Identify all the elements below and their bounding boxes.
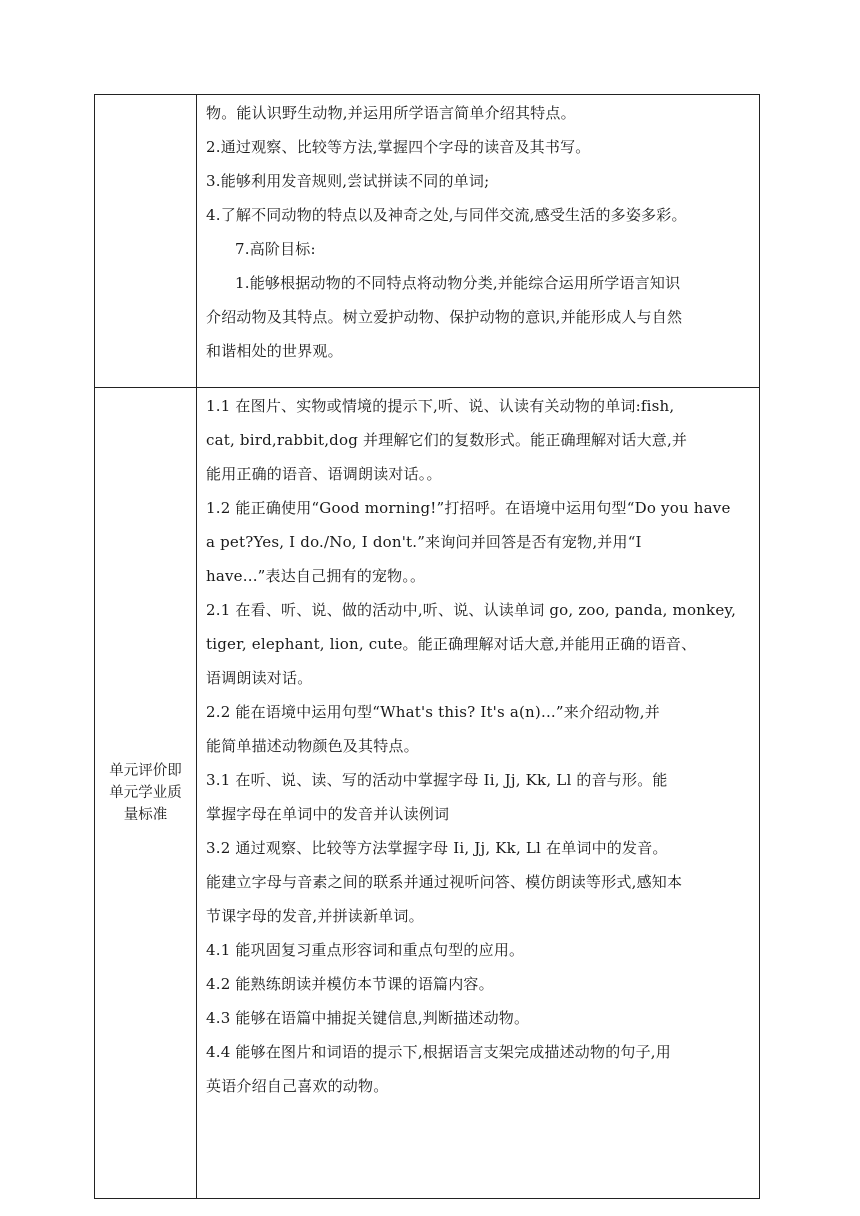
text-line: 节课字母的发音,并拼读新单词。 bbox=[206, 907, 424, 925]
table-row-evaluation bbox=[95, 388, 760, 1199]
text-line: 4.1 能巩固复习重点形容词和重点句型的应用。 bbox=[206, 941, 525, 959]
text-line: 3.能够利用发音规则,尝试拼读不同的单词; bbox=[206, 172, 490, 190]
text-line: 物。能认识野生动物,并运用所学语言简单介绍其特点。 bbox=[206, 104, 576, 122]
table-row-goals bbox=[95, 95, 760, 388]
text-line: 能用正确的语音、语调朗读对话。。 bbox=[206, 465, 442, 483]
text-line: 能建立字母与音素之间的联系并通过视听问答、模仿朗读等形式,感知本 bbox=[206, 873, 683, 891]
text-line: 4.4 能够在图片和词语的提示下,根据语言支架完成描述动物的句子,用 bbox=[206, 1043, 671, 1061]
text-line: tiger, elephant, lion, cute。能正确理解对话大意,并能用正确的语音、 bbox=[206, 635, 697, 653]
goals-content-cell bbox=[197, 95, 760, 388]
text-line: have...”表达自己拥有的宠物。。 bbox=[206, 567, 426, 585]
row-label-cell bbox=[95, 388, 197, 1199]
text-line: 4.3 能够在语篇中捕捉关键信息,判断描述动物。 bbox=[206, 1009, 530, 1027]
row-label-cell bbox=[95, 95, 197, 388]
text-line: 英语介绍自己喜欢的动物。 bbox=[206, 1077, 389, 1095]
text-line: 2.2 能在语境中运用句型“What's this? It's a(n)...”来介绍动物,并 bbox=[206, 703, 660, 721]
text-line: 能简单描述动物颜色及其特点。 bbox=[206, 737, 419, 755]
text-line: 3.2 通过观察、比较等方法掌握字母 Ii, Jj, Kk, Ll 在单词中的发音。 bbox=[206, 839, 668, 857]
text-line: 4.了解不同动物的特点以及神奇之处,与同伴交流,感受生活的多姿多彩。 bbox=[206, 206, 687, 224]
text-line: a pet?Yes, I do./No, I don't.”来询问并回答是否有宠物,并用“I bbox=[206, 533, 642, 551]
text-line: 4.2 能熟练朗读并模仿本节课的语篇内容。 bbox=[206, 975, 494, 993]
text-line: 掌握字母在单词中的发音并认读例词 bbox=[206, 805, 450, 823]
text-line: 3.1 在听、说、读、写的活动中掌握字母 Ii, Jj, Kk, Ll 的音与形。能 bbox=[206, 771, 668, 789]
text-line: 介绍动物及其特点。树立爱护动物、保护动物的意识,并能形成人与自然 bbox=[206, 308, 683, 326]
text-line: 2.1 在看、听、说、做的活动中,听、说、认读单词 go, zoo, panda, monkey, bbox=[206, 601, 737, 619]
text-line: 2.通过观察、比较等方法,掌握四个字母的读音及其书写。 bbox=[206, 138, 591, 156]
text-line: 1.1 在图片、实物或情境的提示下,听、说、认读有关动物的单词:fish, bbox=[206, 397, 675, 415]
text-line: 1.能够根据动物的不同特点将动物分类,并能综合运用所学语言知识 bbox=[235, 274, 681, 292]
evaluation-content-cell bbox=[197, 388, 760, 1199]
text-line: 和谐相处的世界观。 bbox=[206, 342, 343, 360]
text-line: cat, bird,rabbit,dog 并理解它们的复数形式。能正确理解对话大意,并 bbox=[206, 431, 688, 449]
section-heading: 7.高阶目标: bbox=[235, 240, 316, 258]
text-line: 语调朗读对话。 bbox=[206, 669, 313, 687]
content-table bbox=[94, 94, 760, 1199]
row-label: 单元评价即单元学业质量标准 bbox=[109, 763, 182, 823]
text-line: 1.2 能正确使用“Good morning!”打招呼。在语境中运用句型“Do you have bbox=[206, 499, 731, 517]
